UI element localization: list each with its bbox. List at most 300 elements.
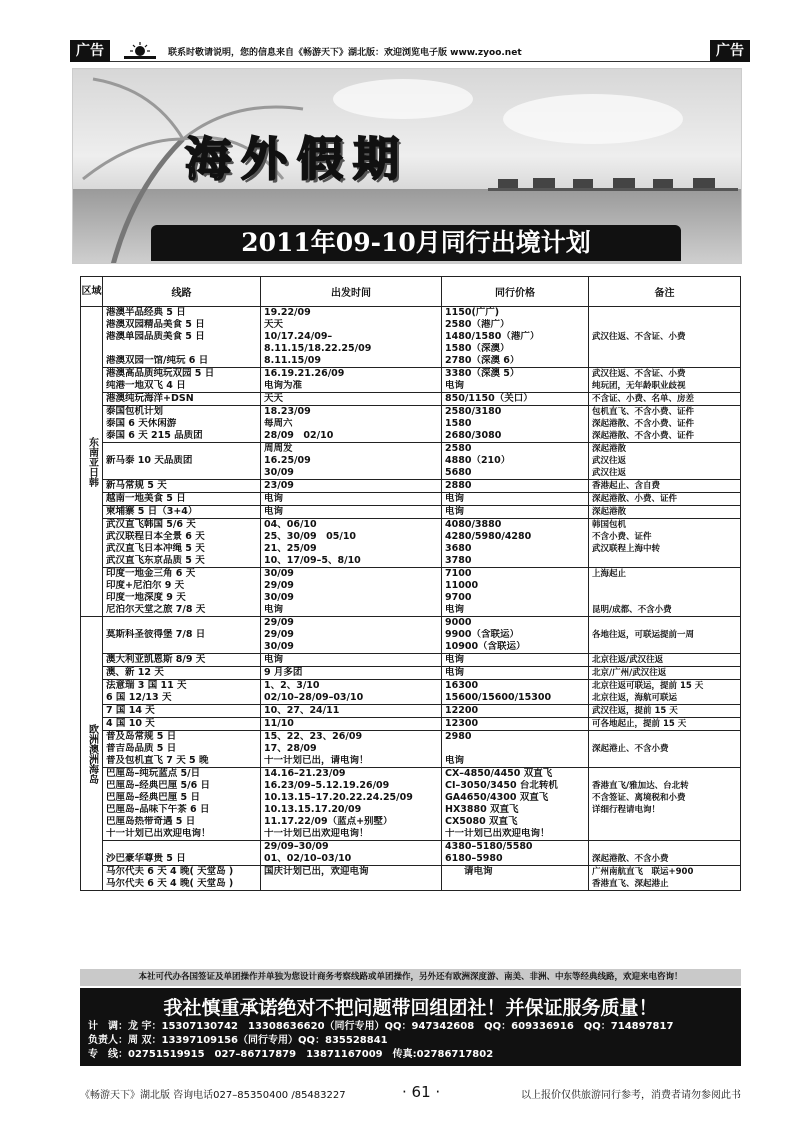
- cell-text: 5680: [445, 467, 472, 478]
- table-row: [81, 731, 741, 768]
- cell-text: 04、06/10: [264, 519, 317, 530]
- footer-publisher: 《畅游天下》湖北版 咨询电话027–85350400 /85483227: [80, 1090, 346, 1101]
- cell-text: 港澳双园一馆/纯玩 6 日: [106, 355, 209, 366]
- cell-text: 深起港散、不含小费: [592, 854, 669, 864]
- departure-cell: [261, 519, 442, 568]
- cell-text: 4 国 10 天: [106, 718, 155, 729]
- col-route: 线路: [103, 277, 261, 307]
- route-cell: [103, 705, 261, 718]
- cell-text: 马尔代夫 6 天 4 晚( 天堂岛 ): [106, 878, 234, 889]
- service-note: 本社可代办各国签证及单团操作并单独为您设计商务考察线路或单团操作，另外还有欧洲深度游、南美、非洲、中东等经典线路，欢迎来电咨询！: [80, 969, 741, 986]
- cell-text: 电询: [445, 667, 465, 678]
- cell-text: 巴厘岛热带奇遇 5 日: [106, 816, 196, 827]
- cell-text: 不含签证、离境税和小费: [592, 793, 686, 803]
- cell-text: 普及包机直飞 7 天 5 晚: [106, 755, 209, 766]
- cell-text: 请电询: [445, 866, 493, 877]
- contact-line: 负责人：周 双：13397109156（同行专用）QQ：835528841: [88, 1035, 388, 1046]
- cell-text: 澳大利亚凯恩斯 8/9 天: [106, 654, 206, 665]
- cell-text: 不含证、小费、名单、房差: [592, 394, 695, 404]
- cell-text: 19.22/09: [264, 307, 311, 318]
- price-cell: [442, 667, 589, 680]
- departure-cell: [261, 406, 442, 443]
- price-cell: [442, 568, 589, 617]
- cell-text: 韩国包机: [592, 520, 627, 530]
- cell-text: 02/10–28/09–03/10: [264, 692, 364, 703]
- price-cell: [442, 443, 589, 480]
- cell-text: 武汉往返、不含证、小费: [592, 332, 686, 342]
- table-row: [81, 406, 741, 443]
- cell-text: [106, 443, 257, 455]
- cell-text: 电询: [264, 604, 284, 615]
- cell-text: [592, 816, 737, 828]
- cell-text: 深起港散: [592, 507, 627, 517]
- price-cell: [442, 307, 589, 368]
- cell-text: 北京/广州/武汉往返: [592, 668, 667, 678]
- route-cell: [103, 443, 261, 480]
- cell-text: [592, 592, 737, 604]
- cell-text: 北京往返，海航可联运: [592, 693, 678, 703]
- cell-text: 印度一地金三角 6 天: [106, 568, 196, 579]
- cell-text: 12200: [445, 705, 479, 716]
- route-cell: [103, 406, 261, 443]
- cell-text: [592, 731, 737, 743]
- cell-text: 9000: [445, 617, 472, 628]
- table-row: [81, 680, 741, 705]
- cell-text: 18.23/09: [264, 406, 311, 417]
- price-cell: [442, 617, 589, 654]
- route-cell: [103, 617, 261, 654]
- cell-text: 深起港散、不含小费、证件: [592, 431, 695, 441]
- table-row: [81, 480, 741, 493]
- cell-text: 不含小费、证件: [592, 532, 652, 542]
- hero-title: 海外假期: [185, 132, 409, 186]
- cloud: [503, 94, 683, 144]
- price-cell: [442, 768, 589, 841]
- cell-text: 法意瑞 3 国 11 天: [106, 680, 187, 691]
- cell-text: 2880: [445, 480, 472, 491]
- route-cell: [103, 718, 261, 731]
- cell-text: 10、17/09–5、8/10: [264, 555, 361, 566]
- price-cell: [442, 680, 589, 705]
- top-bar: [70, 40, 750, 66]
- price-cell: [442, 406, 589, 443]
- cell-text: [264, 878, 438, 890]
- price-cell: [442, 705, 589, 718]
- cell-text: 电询为准: [264, 380, 303, 391]
- cell-text: 2580（港广）: [445, 319, 510, 330]
- route-cell: [103, 519, 261, 568]
- table-row: [81, 705, 741, 718]
- cell-text: 泰国包机计划: [106, 406, 164, 417]
- table-row: [81, 654, 741, 667]
- cell-text: 港澳高品质纯玩双园 5 日: [106, 368, 215, 379]
- cell-text: 纯港一地双飞 4 日: [106, 380, 186, 391]
- table-row: [81, 617, 741, 654]
- cell-text: 巴厘岛–经典巴厘 5 日: [106, 792, 200, 803]
- cell-text: [106, 641, 257, 653]
- route-cell: [103, 768, 261, 841]
- cell-text: 十一计划已出，请电询！: [264, 755, 369, 766]
- notes-cell: [589, 307, 741, 368]
- cell-text: 2580/3180: [445, 406, 502, 417]
- departure-cell: [261, 718, 442, 731]
- cell-text: 2580: [445, 443, 472, 454]
- route-cell: [103, 680, 261, 705]
- cell-text: 6 国 12/13 天: [106, 692, 172, 703]
- notes-cell: [589, 506, 741, 519]
- cell-text: 广州南航直飞 联运+900: [592, 867, 694, 877]
- route-cell: [103, 307, 261, 368]
- departure-cell: [261, 768, 442, 841]
- cell-text: GA4650/4300 双直飞: [445, 792, 549, 803]
- promise-box: [80, 988, 741, 1066]
- cell-text: 北京往返/武汉往返: [592, 655, 664, 665]
- cell-text: 1、2、3/10: [264, 680, 320, 691]
- cell-text: [592, 343, 737, 355]
- price-cell: [442, 841, 589, 866]
- table-row: [81, 866, 741, 891]
- departure-cell: [261, 493, 442, 506]
- cell-text: [106, 617, 257, 629]
- price-cell: [442, 493, 589, 506]
- cell-text: 16.19.21.26/09: [264, 368, 345, 379]
- cell-text: 泰国 6 天休闲游: [106, 418, 177, 429]
- cell-text: 包机直飞、不含小费、证件: [592, 407, 695, 417]
- cell-text: 12300: [445, 718, 479, 729]
- cell-text: [106, 343, 257, 355]
- table-header-row: [81, 277, 741, 307]
- cell-text: 23/09: [264, 480, 294, 491]
- cell-text: 电询: [445, 604, 465, 615]
- cell-text: [592, 319, 737, 331]
- notes-cell: [589, 667, 741, 680]
- cell-text: 8.11.15/18.22.25/09: [264, 343, 372, 354]
- cell-text: 国庆计划已出，欢迎电询: [264, 866, 369, 877]
- cell-text: 澳、新 12 天: [106, 667, 164, 678]
- cell-text: 1480/1580（港广）: [445, 331, 540, 342]
- cell-text: 3380（深澳 5）: [445, 368, 520, 379]
- cell-text: 详细行程请电询！: [592, 805, 661, 815]
- departure-cell: [261, 731, 442, 768]
- cell-text: 天天: [264, 319, 284, 330]
- cell-text: 武汉往返、不含证、小费: [592, 369, 686, 379]
- cell-text: 沙巴豪华尊贵 5 日: [106, 853, 186, 864]
- cell-text: 9700: [445, 592, 472, 603]
- cell-text: 电询: [445, 755, 465, 766]
- table-row: [81, 368, 741, 393]
- cell-text: HX3880 双直飞: [445, 804, 519, 815]
- cell-text: 30/09: [264, 641, 294, 652]
- cell-text: [106, 841, 257, 853]
- departure-cell: [261, 667, 442, 680]
- cell-text: 7 国 14 天: [106, 705, 155, 716]
- cell-text: 深起港散、不含小费、证件: [592, 419, 695, 429]
- cell-text: 29/09–30/09: [264, 841, 329, 852]
- page-number: · 61 ·: [402, 1083, 441, 1101]
- price-cell: [442, 393, 589, 406]
- table-row: [81, 443, 741, 480]
- cell-text: 16300: [445, 680, 479, 691]
- departure-cell: [261, 680, 442, 705]
- notes-cell: [589, 393, 741, 406]
- cell-text: 01、02/10–03/10: [264, 853, 352, 864]
- notes-cell: [589, 768, 741, 841]
- cell-text: 港澳双园精品美食 5 日: [106, 319, 205, 330]
- cell-text: [592, 641, 737, 653]
- cell-text: 14.16–21.23/09: [264, 768, 346, 779]
- cell-text: [592, 828, 737, 840]
- cell-text: 16.23/09–5.12.19.26/09: [264, 780, 390, 791]
- route-cell: [103, 493, 261, 506]
- departure-cell: [261, 866, 442, 891]
- cell-text: 2780（深澳 6）: [445, 355, 520, 366]
- route-cell: [103, 841, 261, 866]
- table-row: [81, 519, 741, 568]
- departure-cell: [261, 506, 442, 519]
- cell-text: 29/09: [264, 580, 294, 591]
- cell-text: 武汉直飞日本冲绳 5 天: [106, 543, 205, 554]
- table-row: [81, 393, 741, 406]
- route-cell: [103, 568, 261, 617]
- cell-text: 电询: [445, 654, 465, 665]
- cell-text: 香港直飞、深起港止: [592, 879, 669, 889]
- cell-text: 莫斯科圣彼得堡 7/8 日: [106, 629, 206, 640]
- cell-text: 电询: [264, 654, 284, 665]
- departure-cell: [261, 654, 442, 667]
- cell-text: 印度+尼泊尔 9 天: [106, 580, 185, 591]
- cell-text: 普吉岛品质 5 日: [106, 743, 177, 754]
- departure-cell: [261, 841, 442, 866]
- cell-text: 电询: [445, 493, 465, 504]
- cell-text: [592, 617, 737, 629]
- region-cell: 欧洲澳洲海岛: [81, 617, 103, 891]
- cell-text: 每周六: [264, 418, 293, 429]
- cell-text: 武汉联程日本全景 6 天: [106, 531, 205, 542]
- cell-text: 周周发: [264, 443, 293, 454]
- notes-cell: [589, 568, 741, 617]
- cell-text: 4880（210）: [445, 455, 511, 466]
- cell-text: CX–4850/4450 双直飞: [445, 768, 553, 779]
- cell-text: 港澳半品经典 5 日: [106, 307, 186, 318]
- cell-text: 香港直飞/雅加达、台北转: [592, 781, 689, 791]
- cell-text: 29/09: [264, 617, 294, 628]
- cell-text: 25、30/09 05/10: [264, 531, 357, 542]
- header-rule: [110, 61, 710, 62]
- notes-cell: [589, 705, 741, 718]
- cell-text: 10.13.15–17.20.22.24.25/09: [264, 792, 413, 803]
- cell-text: 武汉联程上海中转: [592, 544, 661, 554]
- cell-text: 10、27、24/11: [264, 705, 340, 716]
- cell-text: 4080/3880: [445, 519, 502, 530]
- price-cell: [442, 731, 589, 768]
- cell-text: 武汉往返: [592, 468, 627, 478]
- cell-text: 巴厘岛–品味下午茶 6 日: [106, 804, 210, 815]
- cell-text: 深起港止、不含小费: [592, 744, 669, 754]
- header-notice: 联系时敬请说明，您的信息来自《畅游天下》湖北版：欢迎浏览电子版 www.zyoo.net: [168, 48, 522, 58]
- price-cell: [442, 718, 589, 731]
- cell-text: 2680/3080: [445, 430, 502, 441]
- cell-text: 电询: [264, 506, 284, 517]
- table-row: [81, 667, 741, 680]
- notes-cell: [589, 841, 741, 866]
- cell-text: [445, 878, 585, 890]
- table-body: [81, 307, 741, 891]
- cell-text: 2980: [445, 731, 472, 742]
- cell-text: 电询: [264, 493, 284, 504]
- cell-text: 28/09 02/10: [264, 430, 334, 441]
- cell-text: 11/10: [264, 718, 294, 729]
- cell-text: 9900（含联运）: [445, 629, 519, 640]
- cell-text: [592, 555, 737, 567]
- cell-text: 十一计划已出欢迎电询！: [264, 828, 369, 839]
- col-departure: 出发时间: [261, 277, 442, 307]
- notes-cell: [589, 480, 741, 493]
- cell-text: 10900（含联运）: [445, 641, 526, 652]
- cell-text: 十一计划已出欢迎电询！: [106, 828, 211, 839]
- route-cell: [103, 506, 261, 519]
- notes-cell: [589, 443, 741, 480]
- table-row: [81, 568, 741, 617]
- col-region: 区域: [81, 277, 103, 307]
- table-row: [81, 307, 741, 368]
- cell-text: 港澳纯玩海洋+DSN: [106, 393, 194, 404]
- price-cell: [442, 519, 589, 568]
- table-row: [81, 768, 741, 841]
- contact-line: 专 线：02751519915 027–86717879 13871167009 传真:02786717802: [88, 1049, 494, 1060]
- cell-text: 10/17.24/09–: [264, 331, 333, 342]
- cell-text: 北京往返可联运，提前 15 天: [592, 681, 704, 691]
- cell-text: 武汉往返: [592, 456, 627, 466]
- table-row: [81, 718, 741, 731]
- route-cell: [103, 667, 261, 680]
- cell-text: 15600/15600/15300: [445, 692, 552, 703]
- route-cell: [103, 731, 261, 768]
- cell-text: 1580（深澳）: [445, 343, 510, 354]
- price-cell: [442, 506, 589, 519]
- route-cell: [103, 368, 261, 393]
- cell-text: 武汉直飞东京品质 5 天: [106, 555, 205, 566]
- cell-text: [592, 307, 737, 319]
- notes-cell: [589, 680, 741, 705]
- cell-text: 新马常规 5 天: [106, 480, 167, 491]
- cell-text: 柬埔寨 5 日（3+4）: [106, 506, 198, 517]
- cell-text: [592, 768, 737, 780]
- notes-cell: [589, 654, 741, 667]
- notes-cell: [589, 519, 741, 568]
- cell-text: CX5080 双直飞: [445, 816, 518, 827]
- cell-text: 巴厘岛–经典巴厘 5/6 日: [106, 780, 211, 791]
- cell-text: 各地往返，可联运提前一周: [592, 630, 695, 640]
- departure-cell: [261, 480, 442, 493]
- cell-text: [106, 467, 257, 479]
- hero-banner: [72, 68, 742, 264]
- cell-text: 纯玩团，无年龄职业歧视: [592, 381, 686, 391]
- cell-text: 10.13.15.17.20/09: [264, 804, 362, 815]
- cell-text: 武汉直飞韩国 5/6 天: [106, 519, 196, 530]
- cloud: [333, 79, 473, 119]
- cell-text: 15、22、23、26/09: [264, 731, 363, 742]
- notes-cell: [589, 368, 741, 393]
- route-cell: [103, 654, 261, 667]
- cell-text: 马尔代夫 6 天 4 晚( 天堂岛 ): [106, 866, 234, 877]
- cell-text: 深起港散: [592, 444, 627, 454]
- cell-text: 可各地起止，提前 15 天: [592, 719, 687, 729]
- cell-text: 7100: [445, 568, 472, 579]
- cell-text: 16.25/09: [264, 455, 311, 466]
- table-row: [81, 841, 741, 866]
- tour-table: [80, 276, 741, 891]
- ad-tag-left: 广告: [70, 40, 110, 62]
- notes-cell: [589, 731, 741, 768]
- plan-banner: 2011年09-10月同行出境计划: [151, 225, 681, 261]
- notes-cell: [589, 866, 741, 891]
- cell-text: [445, 743, 585, 755]
- cell-text: 29/09: [264, 629, 294, 640]
- ad-tag-right: 广告: [710, 40, 750, 62]
- departure-cell: [261, 568, 442, 617]
- cell-text: [592, 355, 737, 367]
- cell-text: [592, 580, 737, 592]
- sun-logo-icon: [118, 42, 162, 60]
- contact-line: 计 调：龙 宇：15307130742 13308636620（同行专用）QQ：947342608 QQ：609336916 QQ：714897817: [88, 1021, 674, 1032]
- cell-text: 11000: [445, 580, 479, 591]
- departure-cell: [261, 705, 442, 718]
- cell-text: 越南一地美食 5 日: [106, 493, 186, 504]
- notes-cell: [589, 493, 741, 506]
- notes-cell: [589, 617, 741, 654]
- cell-text: 3780: [445, 555, 472, 566]
- table-row: [81, 493, 741, 506]
- cell-text: 1150(广广): [445, 307, 500, 318]
- cell-text: 香港起止、含自费: [592, 481, 661, 491]
- price-cell: [442, 866, 589, 891]
- notes-cell: [589, 718, 741, 731]
- cell-text: 天天: [264, 393, 284, 404]
- cell-text: 港澳单园品质美食 5 日: [106, 331, 205, 342]
- cell-text: 巴厘岛–纯玩蓝点 5/日: [106, 768, 201, 779]
- route-cell: [103, 480, 261, 493]
- cell-text: [592, 841, 737, 853]
- col-price: 同行价格: [442, 277, 589, 307]
- cell-text: 850/1150（关口）: [445, 393, 533, 404]
- cell-text: 3680: [445, 543, 472, 554]
- region-cell: 东南亚日韩: [81, 307, 103, 617]
- cell-text: 17、28/09: [264, 743, 317, 754]
- cell-text: 30/09: [264, 568, 294, 579]
- departure-cell: [261, 368, 442, 393]
- cell-text: [592, 755, 737, 767]
- footer-disclaimer: 以上报价仅供旅游同行参考，消费者请勿参阅此书: [521, 1090, 741, 1101]
- cell-text: 泰国 6 天 215 品质团: [106, 430, 203, 441]
- cell-text: 普及岛常规 5 日: [106, 731, 177, 742]
- cell-text: 电询: [445, 506, 465, 517]
- price-cell: [442, 480, 589, 493]
- notes-cell: [589, 406, 741, 443]
- departure-cell: [261, 393, 442, 406]
- departure-cell: [261, 307, 442, 368]
- cell-text: 上海起止: [592, 569, 627, 579]
- water-villas-icon: [488, 174, 738, 196]
- cell-text: CI–3050/3450 台北转机: [445, 780, 558, 791]
- cell-text: 昆明/成都、不含小费: [592, 605, 672, 615]
- cell-text: 印度一地深度 9 天: [106, 592, 186, 603]
- route-cell: [103, 393, 261, 406]
- cell-text: 电询: [445, 380, 465, 391]
- cell-text: 30/09: [264, 467, 294, 478]
- cell-text: 尼泊尔天堂之旅 7/8 天: [106, 604, 206, 615]
- cell-text: 9 月多团: [264, 667, 303, 678]
- cell-text: 武汉往返，提前 15 天: [592, 706, 678, 716]
